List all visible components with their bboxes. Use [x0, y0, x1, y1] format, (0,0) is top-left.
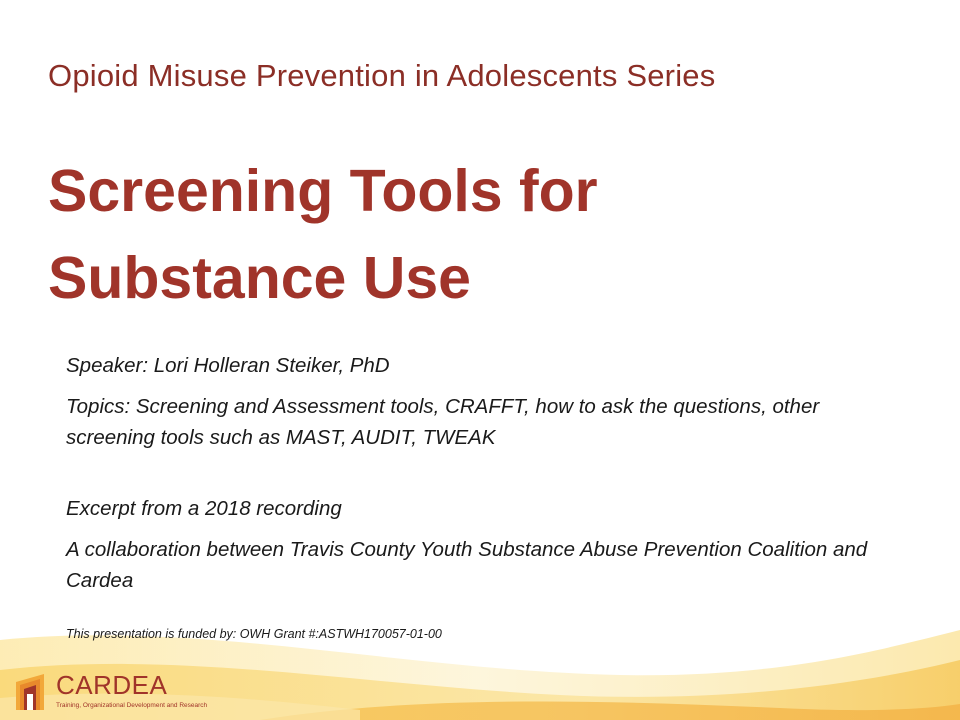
cardea-logo: [14, 668, 254, 716]
title-line-1: Screening Tools for: [48, 158, 598, 224]
slide-details: [66, 350, 906, 596]
topics-text: Topics: Screening and Assessment tools, CRAFFT, how to ask the questions, other screening tools such as MAST, AUDIT, TWEAK: [66, 395, 820, 449]
funding-note: This presentation is funded by: OWH Grant #:ASTWH170057-01-00: [66, 627, 442, 641]
excerpt-text: Excerpt from a 2018 recording: [66, 497, 342, 520]
speaker-text: Speaker: Lori Holleran Steiker, PhD: [66, 354, 390, 377]
title-line-2: Substance Use: [48, 245, 471, 311]
series-title: Opioid Misuse Prevention in Adolescents Series: [48, 58, 716, 93]
logo-tagline: Training, Organizational Development and Research: [56, 702, 208, 709]
collaboration-text: A collaboration between Travis County Youth Substance Abuse Prevention Coalition and Cardea: [66, 538, 868, 592]
cardea-logo-mark-icon: [14, 672, 50, 712]
slide-title: [48, 148, 908, 322]
logo-name: CARDEA: [56, 670, 168, 700]
